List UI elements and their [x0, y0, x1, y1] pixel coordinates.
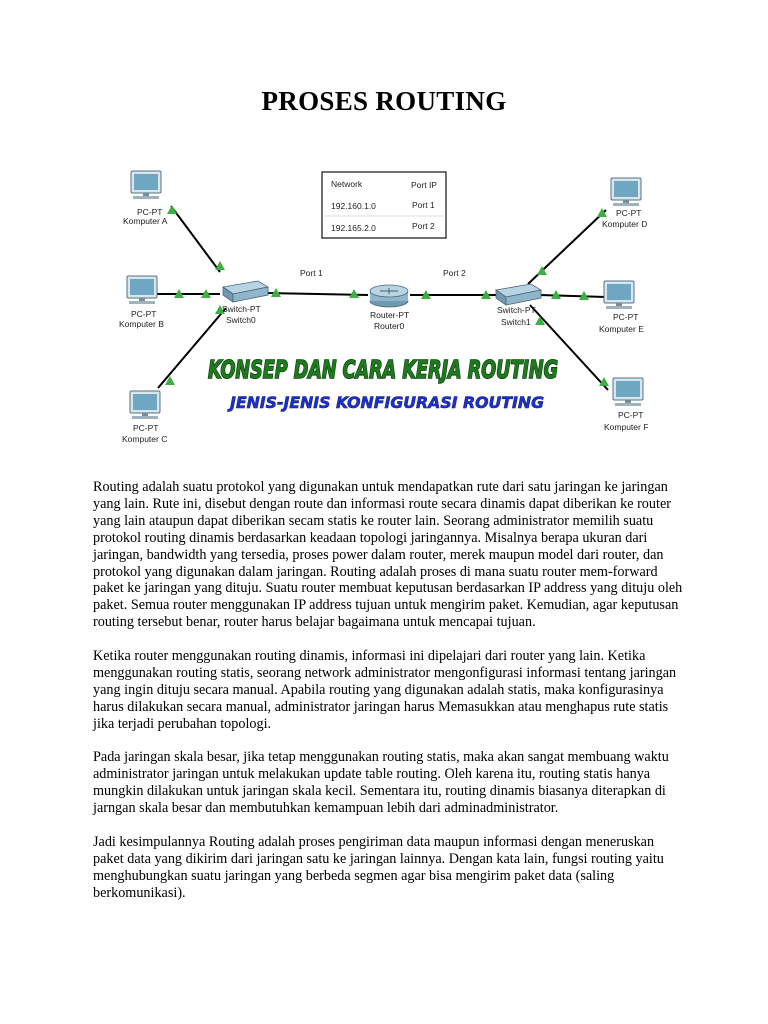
- banner-title: KONSEP DAN CARA KERJA ROUTING: [208, 355, 558, 384]
- pc-icon-f: [613, 378, 643, 406]
- switch1-type: Switch-PT: [497, 305, 536, 315]
- table-cell-network-2: 192.165.2.0: [331, 223, 376, 233]
- pc-icon-a: [131, 171, 161, 199]
- pc-icon-c: [130, 391, 160, 419]
- switch-icon-0: [223, 281, 268, 302]
- pc-icon-e: [604, 281, 634, 309]
- pc-label-e: Komputer E: [599, 324, 644, 334]
- pc-icon-b: [127, 276, 157, 304]
- router-type: Router-PT: [370, 310, 410, 320]
- article-body: [93, 479, 683, 919]
- page-title: PROSES ROUTING: [261, 86, 507, 116]
- pc-type-c: PC-PT: [133, 423, 159, 433]
- paragraph: Pada jaringan skala besar, jika tetap menggunakan routing statis, maka akan sangat membuang waktu administrator jaringan untuk melakukan update table routing. Oleh karena itu, routing statis hanya mungkin dilakukan untuk jaringan skala kecil. Sementara itu, routing dinamis biasanya diterapkan di jarngan skala besar dan membutuhkan kemampuan lebih dari adminadministrator.: [93, 749, 669, 817]
- banner-subtitle: JENIS-JENIS KONFIGURASI ROUTING: [227, 393, 544, 412]
- pc-label-a: Komputer A: [123, 216, 168, 226]
- pc-type-d: PC-PT: [616, 208, 642, 218]
- table-cell-port-2: Port 2: [412, 221, 435, 231]
- port-label-left: Port 1: [300, 268, 323, 278]
- pc-type-e: PC-PT: [613, 312, 639, 322]
- pc-label-d: Komputer D: [602, 219, 648, 229]
- paragraph: Jadi kesimpulannya Routing adalah proses pengiriman data maupun informasi dengan meneruskan paket data yang dikirim dari jaringan satu ke jaringan lainnya. Dengan kata lain, fungsi routing yaitu menghubungkan suatu jaringan yang berbeda segmen agar bisa mengirim paket data (saling berkomunikasi).: [93, 833, 664, 901]
- router-label: Router0: [374, 321, 405, 331]
- pc-label-c: Komputer C: [122, 434, 168, 444]
- pc-icon-d: [611, 178, 641, 206]
- table-cell-port-1: Port 1: [412, 200, 435, 210]
- pc-type-a: PC-PT: [137, 207, 163, 217]
- table-header-network: Network: [331, 179, 363, 189]
- pc-type-b: PC-PT: [131, 309, 157, 319]
- paragraph: Ketika router menggunakan routing dinamis, informasi ini dipelajari dari router yang lain. Ketika menggunakan routing statis, seorang network administrator mengonfigurasi informasi tentang jaringan yang ingin dituju secara manual. Apabila routing yang digunakan adalah statis, maka konfigurasinya harus dilakukan secara manual, administrator jaringan harus Memasukkan atau menghapus rute statis jika terjadi perubahan topologi.: [93, 648, 677, 732]
- pc-label-b: Komputer B: [119, 319, 164, 329]
- network-topology-diagram: [108, 160, 668, 450]
- switch0-type: Switch-PT: [222, 304, 261, 314]
- pc-type-f: PC-PT: [618, 410, 644, 420]
- switch-icon-1: [496, 284, 541, 305]
- router-icon: [370, 285, 408, 307]
- table-header-port: Port IP: [411, 180, 437, 190]
- routing-table: [322, 172, 446, 238]
- switch1-label: Switch1: [501, 317, 531, 327]
- paragraph: Routing adalah suatu protokol yang digunakan untuk mendapatkan rute dari satu jaringan ke jaringan yang lain. Rute ini, disebut dengan route dan informasi route secara dinamis dapat diberikan ke router yang lain ataupun dapat diberikan secam statis ke router lain. Seorang administrator memilih suatu protokol routing dinamis berdasarkan keadaan topologi jaringannya. Misalnya berapa ukuran dari jaringan, bandwidth yang tersedia, proses power dalam router, merek maupun model dari router, dan protokol yang digunakan dalam jaringan. Routing adalah proses di mana suatu router mem-forward paket ke jaringan yang dituju. Suatu router membuat keputusan berdasarkan IP address yang dituju oleh paket. Semua router menggunakan IP address tujuan untuk mengirim paket. Kemudian, agar keputusan routing tersebut benar, router harus belajar bagaimana untuk mencapai tujuan.: [93, 479, 683, 631]
- pc-label-f: Komputer F: [604, 422, 649, 432]
- table-cell-network-1: 192.160.1.0: [331, 201, 376, 211]
- port-label-right: Port 2: [443, 268, 466, 278]
- switch0-label: Switch0: [226, 315, 256, 325]
